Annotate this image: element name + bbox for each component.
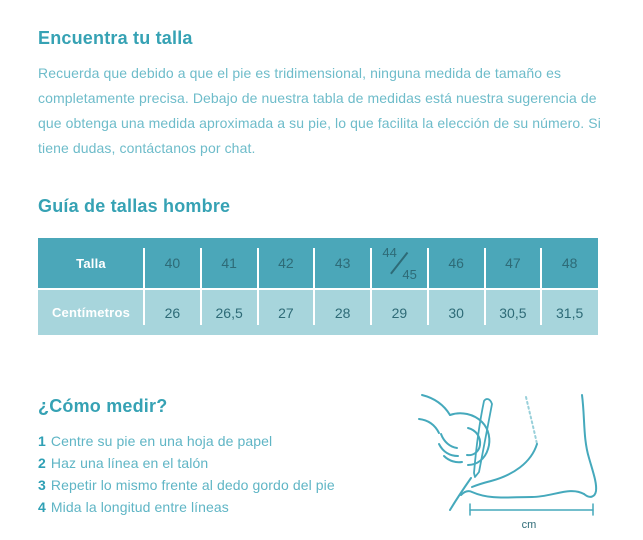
wrist-top-line bbox=[422, 395, 450, 415]
cm-label: cm bbox=[521, 519, 537, 531]
step-number: 1 bbox=[38, 433, 46, 449]
step-number: 2 bbox=[38, 455, 46, 471]
step-text: Centre su pie en una hoja de papel bbox=[50, 433, 273, 449]
find-size-intro: Recuerda que debido a que el pie es tridimensional, ninguna medida de tamaño es completamente precisa. Debajo de nuestra tabla de medidas está nuestra sugerencia de que obtenga una medida aproximada a su pie, lo que facilita la elección de su número. Si tiene dudas, contáctanos por chat. bbox=[38, 65, 601, 156]
size-table-talla-cell: 43 bbox=[314, 238, 371, 288]
size-table-cm-cell: 31,5 bbox=[541, 288, 598, 335]
step-text: Mida la longitud entre líneas bbox=[50, 499, 229, 515]
size-table-cm-cell: 28 bbox=[314, 288, 371, 335]
size-table-cm-cell: 26,5 bbox=[201, 288, 258, 335]
talla-44-label: 44 bbox=[382, 245, 397, 260]
size-table-talla-cell-44-45 bbox=[371, 238, 428, 288]
size-table-talla-cell: 46 bbox=[428, 238, 485, 288]
finger-line bbox=[444, 456, 462, 462]
step-number: 3 bbox=[38, 477, 46, 493]
size-table-talla-cell: 42 bbox=[258, 238, 315, 288]
leg-back-line bbox=[582, 395, 596, 497]
size-table-talla-cell: 48 bbox=[541, 238, 598, 288]
size-table-cm-cell: 30 bbox=[428, 288, 485, 335]
size-table-cm-cell: 27 bbox=[258, 288, 315, 335]
measure-step bbox=[38, 430, 335, 452]
find-size-title: Encuentra tu talla bbox=[38, 28, 193, 48]
foot-measuring-illustration bbox=[410, 374, 605, 534]
size-table-cm-cell: 26 bbox=[144, 288, 201, 335]
measure-steps-list bbox=[38, 430, 335, 518]
size-guide-title: Guía de tallas hombre bbox=[38, 196, 231, 216]
size-table-cm-cell: 30,5 bbox=[485, 288, 542, 335]
hand-outline bbox=[450, 413, 489, 465]
shin-front-line bbox=[526, 397, 537, 444]
size-table-talla-cell: 40 bbox=[144, 238, 201, 288]
foot-top-line bbox=[472, 444, 537, 487]
size-table-cm-cell: 29 bbox=[371, 288, 428, 335]
measure-step bbox=[38, 496, 335, 518]
finger-line bbox=[441, 434, 457, 448]
size-table-row1-label: Talla bbox=[38, 238, 144, 288]
size-table-row2-label: Centímetros bbox=[38, 288, 144, 335]
measure-step bbox=[38, 474, 335, 496]
step-text: Haz una línea en el talón bbox=[50, 455, 209, 471]
step-number: 4 bbox=[38, 499, 46, 515]
wrist-bottom-line bbox=[419, 419, 439, 433]
sole-line bbox=[461, 491, 584, 497]
size-table bbox=[38, 238, 598, 335]
measurement-line bbox=[470, 504, 593, 515]
step-text: Repetir lo mismo frente al dedo gordo del pie bbox=[50, 477, 335, 493]
how-to-measure-title: ¿Cómo medir? bbox=[38, 396, 168, 416]
talla-45-label: 45 bbox=[402, 267, 417, 282]
size-table-talla-cell: 47 bbox=[485, 238, 542, 288]
measure-step bbox=[38, 452, 335, 474]
toe-mark-line bbox=[450, 478, 471, 510]
size-table-talla-cell: 41 bbox=[201, 238, 258, 288]
